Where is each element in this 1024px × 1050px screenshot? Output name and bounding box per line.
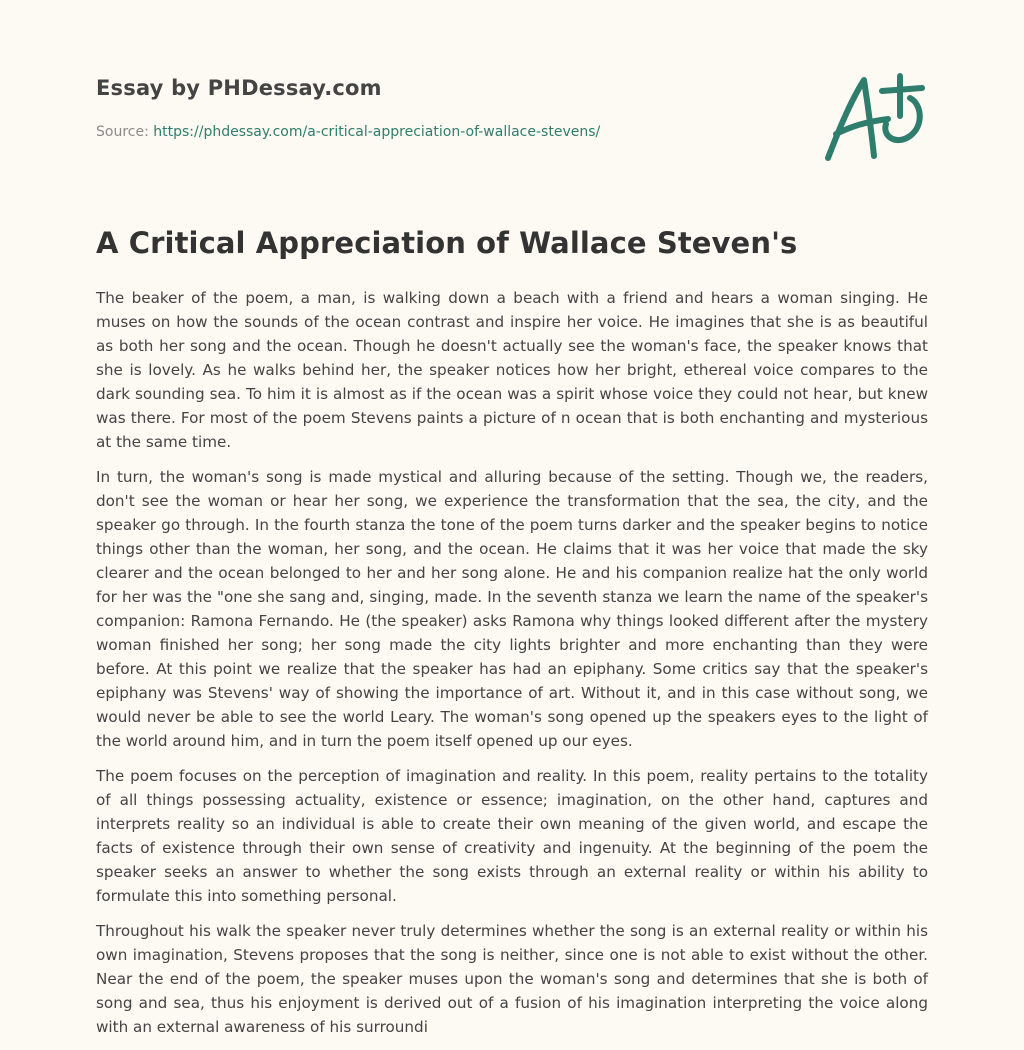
site-brand: Essay by PHDessay.com [96, 76, 382, 100]
a-plus-logo-icon [816, 66, 932, 166]
paragraph: The poem focuses on the perception of imagination and reality. In this poem, reality pertains to the totality of all things possessing actuality, existence or essence; imagination, on the other hand, captures and interprets reality so an individual is able to create their own meaning of the given world, and escape the facts of existence through their own sense of creativity and ingenuity. At the beginning of the poem the speaker seeks an answer to whether the song exists through an external reality or within his ability to formulate this into something personal. [96, 767, 928, 905]
source-line [96, 124, 796, 140]
paragraph: The beaker of the poem, a man, is walking down a beach with a friend and hears a woman singing. He muses on how the sounds of the ocean contrast and inspire her voice. He imagines that she is as beautiful as both her song and the ocean. Though he doesn't actually see the woman's face, the speaker knows that she is lovely. As he walks behind her, the speaker notices how her bright, ethereal voice compares to the dark sounding sea. To him it is almost as if the ocean was a spirit whose voice they could not hear, but knew was there. For most of the poem Stevens paints a picture of n ocean that is both enchanting and mysterious at the same time. [96, 289, 928, 451]
source-link[interactable]: https://phdessay.com/a-critical-appreciation-of-wallace-stevens/ [153, 124, 601, 140]
paragraph: In turn, the woman's song is made mystical and alluring because of the setting. Though we, the readers, don't see the woman or hear her song, we experience the transformation that the sea, the city, and the speaker go through. In the fourth stanza the tone of the poem turns darker and the speaker begins to notice things other than the woman, her song, and the ocean. He claims that it was her voice that made the sky clearer and the ocean belonged to her and her song alone. He and his companion realize hat the only world for her was the "one she sang and, singing, made. In the seventh stanza we learn the name of the speaker's companion: Ramona Fernando. He (the speaker) asks Ramona why things looked different after the mystery woman finished her song; her song made the city lights brighter and more enchanting than they were before. At this point we realize that the speaker has had an epiphany. Some critics say that the speaker's epiphany was Stevens' way of showing the importance of art. Without it, and in this case without song, we would never be able to see the world Leary. The woman's song opened up the speakers eyes to the light of the world around him, and in turn the poem itself opened up our eyes. [96, 468, 928, 750]
source-label: Source: [96, 124, 149, 140]
essay-title: A Critical Appreciation of Wallace Steven's [96, 226, 798, 260]
paragraph: Throughout his walk the speaker never truly determines whether the song is an external reality or within his own imagination, Stevens proposes that the song is neither, since one is not able to exist without the other. Near the end of the poem, the speaker muses upon the woman's song and determines that she is both of song and sea, thus his enjoyment is derived out of a fusion of his imagination interpreting the voice along with an external awareness of his surroundi [96, 922, 928, 1036]
essay-body [96, 286, 928, 1050]
page-header [96, 76, 796, 140]
